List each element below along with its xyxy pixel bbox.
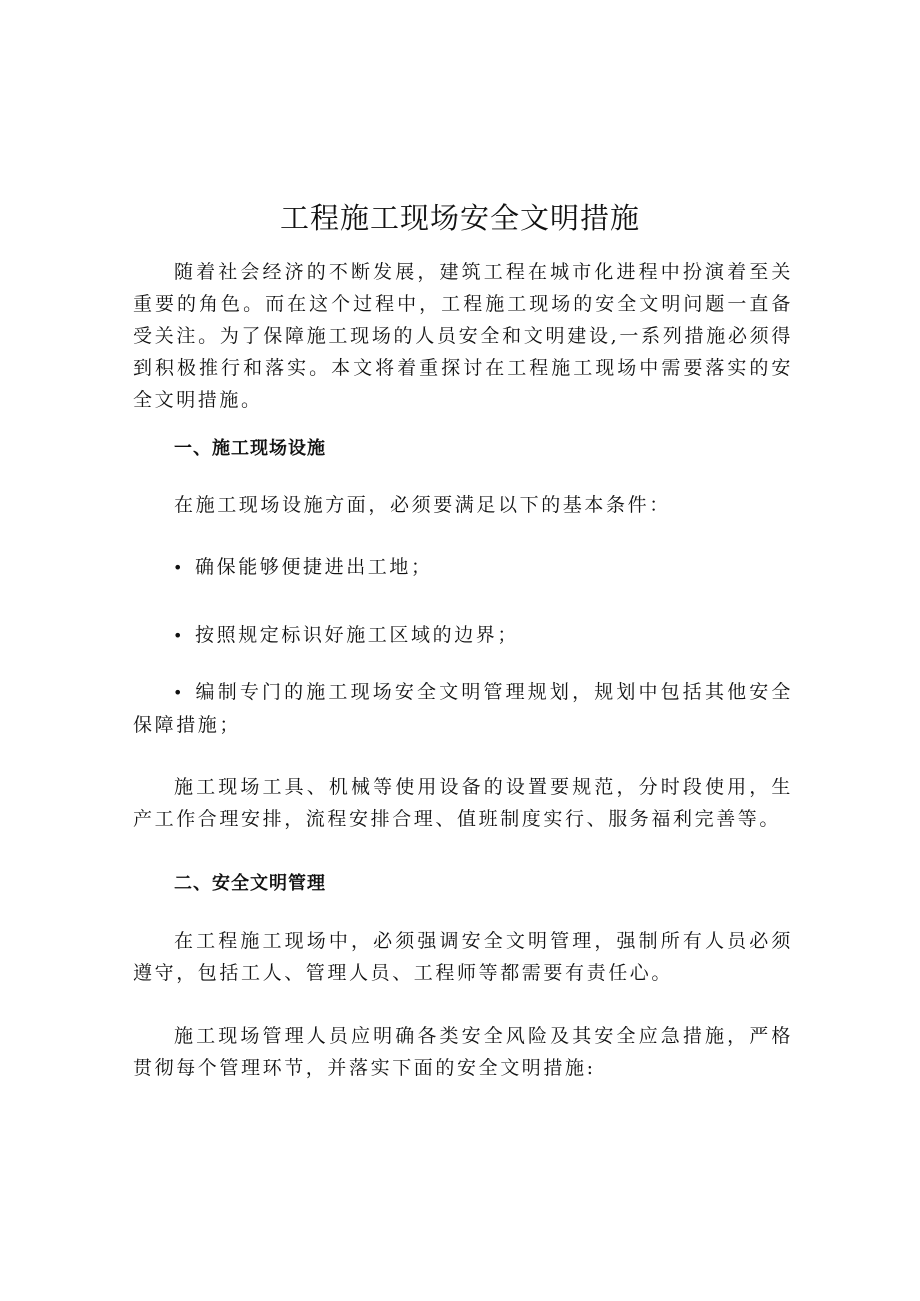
bullet-text: 确保能够便捷进出工地；: [195, 556, 433, 578]
section-heading-management: 二、安全文明管理: [174, 873, 326, 894]
bullet-text: 编制专门的施工现场安全文明管理规划，规划中包括其他安全保障措施；: [133, 681, 793, 736]
bullet-dot-icon: •: [173, 683, 183, 702]
facilities-lead-paragraph: 在施工现场设施方面，必须要满足以下的基本条件：: [174, 494, 671, 516]
facilities-bullet-item: [133, 676, 793, 741]
facilities-equipment-paragraph: 施工现场工具、机械等使用设备的设置要规范，分时段使用，生产工作合理安排，流程安排合理、值班制度实行、服务福利完善等。: [133, 776, 793, 830]
document-title: 工程施工现场安全文明措施: [279, 201, 640, 235]
intro-paragraph: 随着社会经济的不断发展，建筑工程在城市化进程中扮演着至关重要的角色。而在这个过程中，工程施工现场的安全文明问题一直备受关注。为了保障施工现场的人员安全和文明建设,一系列措施必须得到积极推行和落实。本文将着重探讨在工程施工现场中需要落实的安全文明措施。: [133, 261, 793, 411]
facilities-bullet-item: [133, 619, 793, 652]
facilities-bullet-item: [133, 551, 793, 584]
bullet-text: 按照规定标识好施工区域的边界；: [195, 624, 520, 646]
bullet-dot-icon: •: [173, 626, 183, 645]
management-paragraph-1: 在工程施工现场中，必须强调安全文明管理，强制所有人员必须遵守，包括工人、管理人员、工程师等都需要有责任心。: [133, 930, 793, 984]
bullet-dot-icon: •: [173, 558, 183, 577]
management-paragraph-2: 施工现场管理人员应明确各类安全风险及其安全应急措施，严格贯彻每个管理环节，并落实下面的安全文明措施:: [133, 1025, 793, 1079]
section-heading-facilities: 一、施工现场设施: [174, 438, 326, 459]
